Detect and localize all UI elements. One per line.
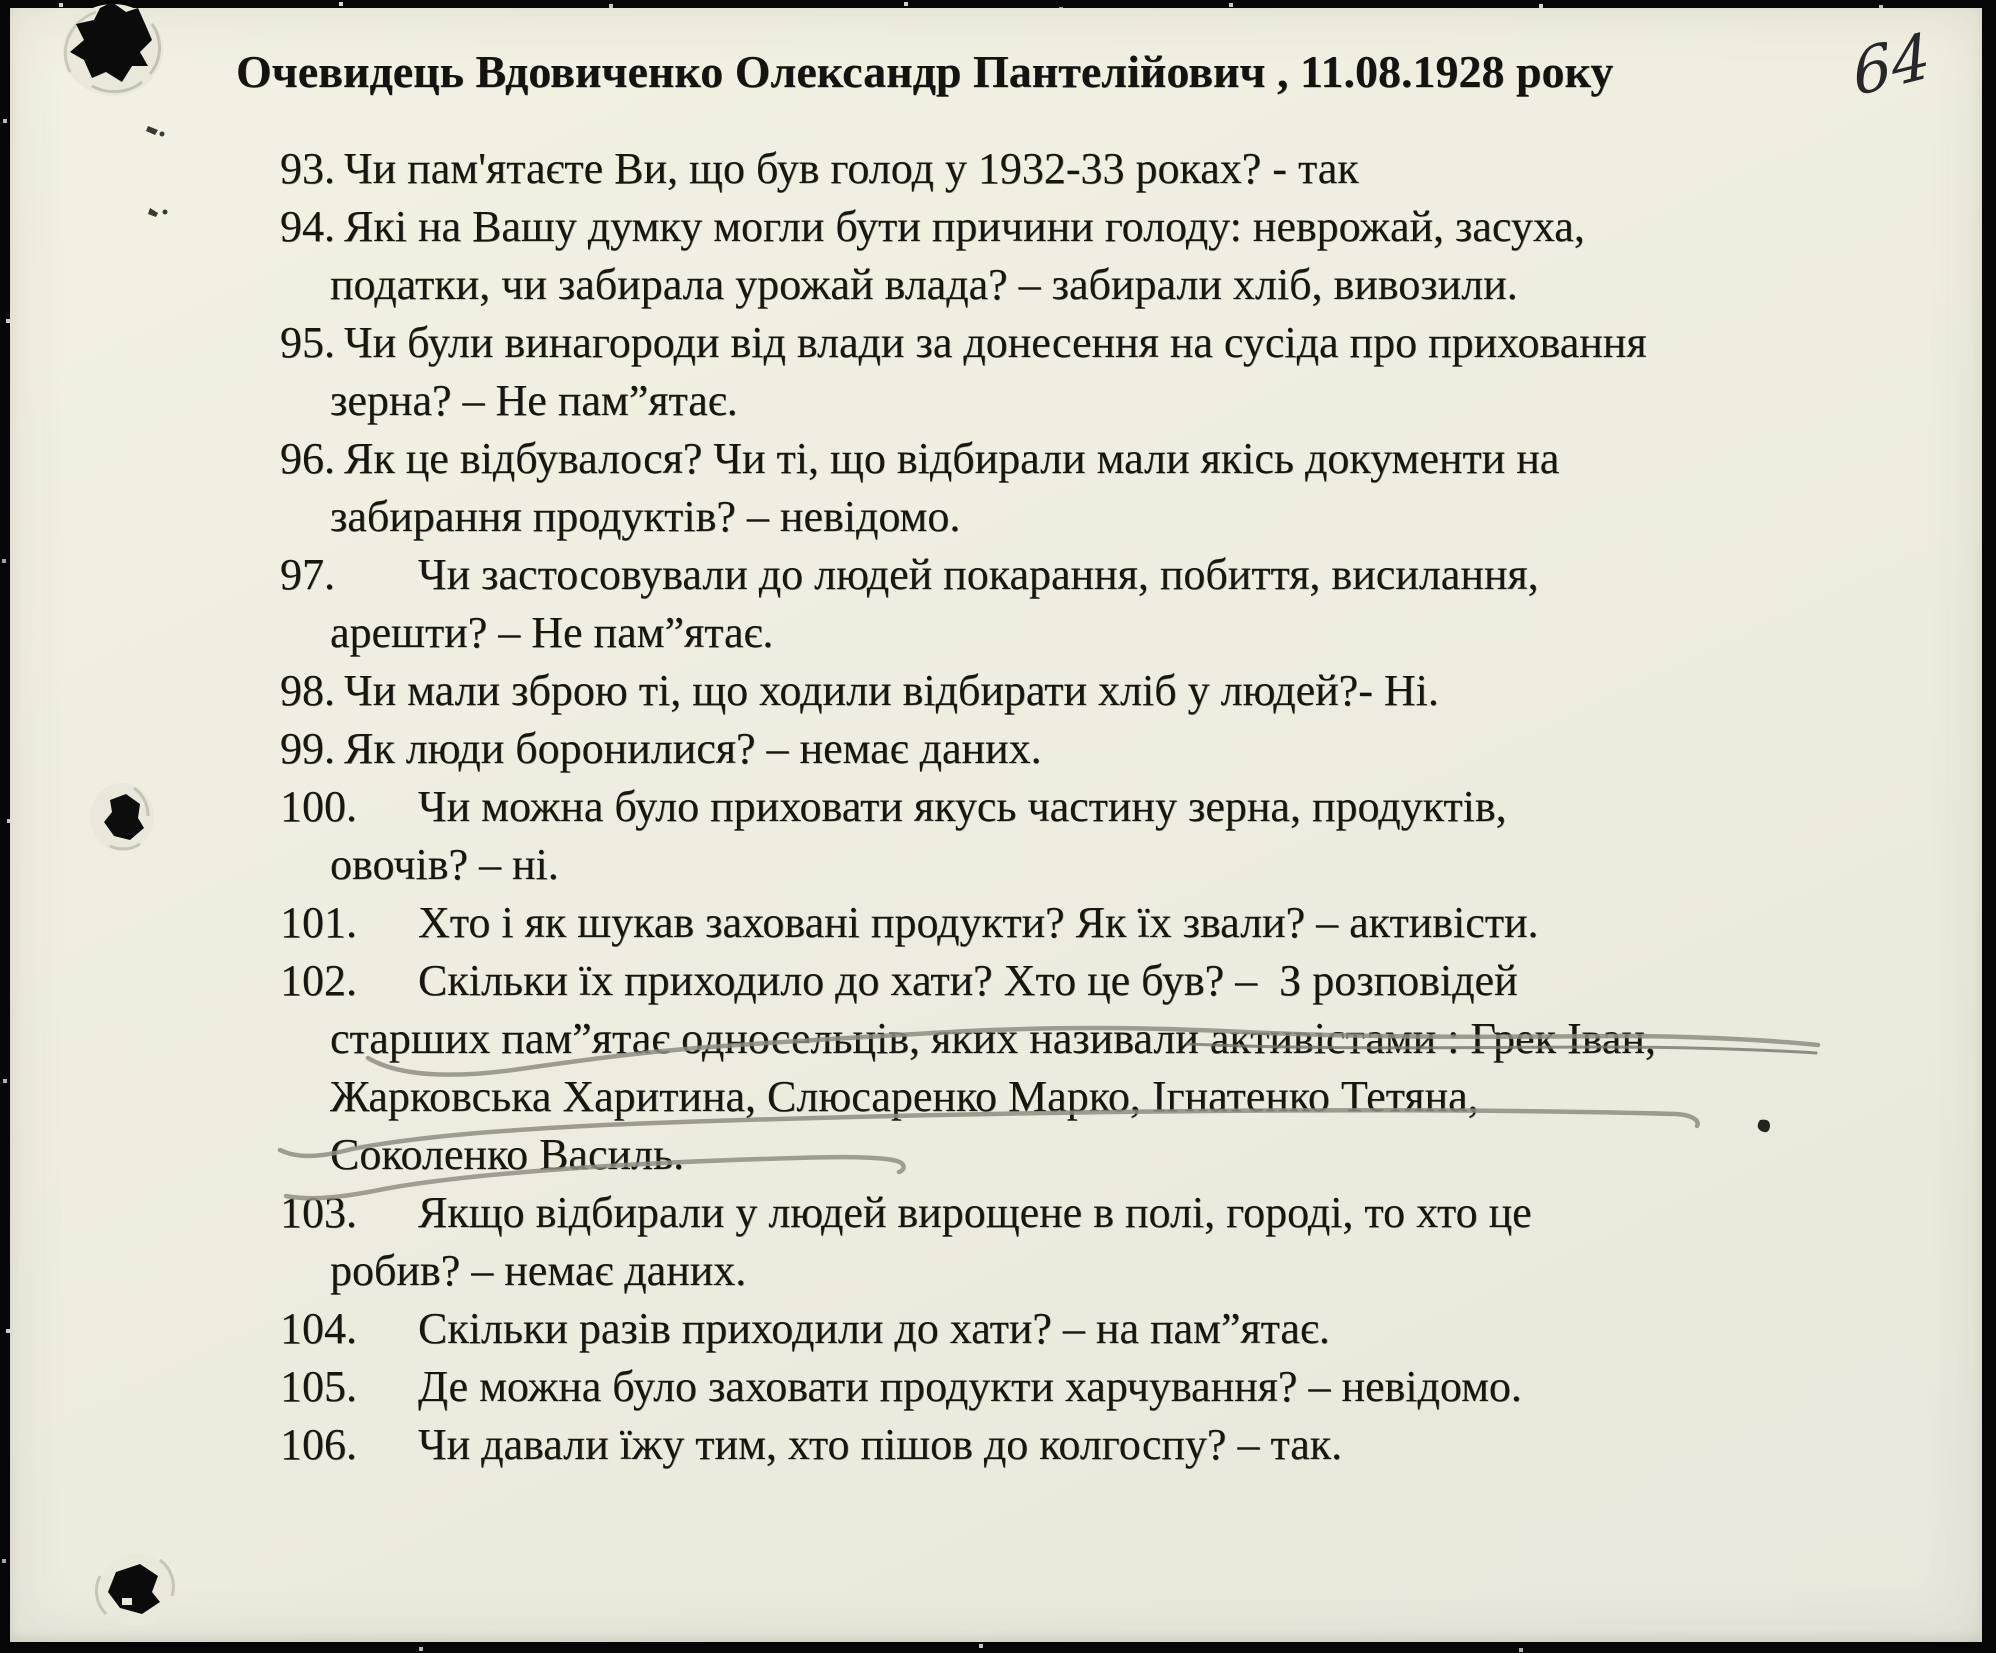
handwritten-page-number: 64 — [1849, 18, 1934, 111]
question-line: забирання продуктів? – невідомо. — [330, 492, 961, 541]
question-line — [280, 952, 1930, 1010]
question-number: 93. — [280, 144, 335, 193]
question-number: 98. — [280, 666, 335, 715]
question-line: старших пам”ятає односельців, яких називали активістами : Грек Іван, — [330, 1014, 1656, 1063]
question-item — [280, 778, 1930, 894]
question-text: Як це відбувалося? Чи ті, що відбирали мали якісь документи на — [344, 434, 1560, 483]
question-item — [280, 1300, 1930, 1358]
question-text: Скільки їх приходило до хати? Хто це був? – З розповідей — [418, 956, 1518, 1005]
question-text: Чи мали зброю ті, що ходили відбирати хліб у людей?- Ні. — [344, 666, 1439, 715]
question-item — [280, 140, 1930, 198]
question-line — [280, 778, 1930, 836]
question-line: овочів? – ні. — [330, 840, 559, 889]
question-line — [280, 198, 1930, 256]
question-line: Жарковська Харитина, Слюсаренко Марко, Ігнатенко Тетяна, — [330, 1072, 1479, 1121]
question-line — [280, 1358, 1930, 1416]
question-number: 94. — [280, 202, 335, 251]
question-number: 106. — [280, 1420, 357, 1469]
question-line — [280, 1184, 1930, 1242]
question-item — [280, 546, 1930, 662]
question-item — [280, 430, 1930, 546]
question-number: 103. — [280, 1188, 357, 1237]
question-text: Де можна було заховати продукти харчування? – невідомо. — [418, 1362, 1522, 1411]
question-text: Якщо відбирали у людей вирощене в полі, городі, то хто це — [418, 1188, 1532, 1237]
question-line — [280, 662, 1930, 720]
question-item — [280, 1358, 1930, 1416]
question-item — [280, 720, 1930, 778]
question-item — [280, 894, 1930, 952]
question-line — [280, 894, 1930, 952]
question-line: арешти? – Не пам”ятає. — [330, 608, 774, 657]
question-text: Які на Вашу думку могли бути причини голоду: неврожай, засуха, — [344, 202, 1585, 251]
question-line — [280, 1300, 1930, 1358]
question-number: 101. — [280, 898, 357, 947]
question-text: Чи були винагороди від влади за донесення на сусіда про приховання — [344, 318, 1647, 367]
question-line — [280, 1416, 1930, 1474]
question-number: 97. — [280, 550, 335, 599]
question-number: 99. — [280, 724, 335, 773]
question-number: 105. — [280, 1362, 357, 1411]
question-item — [280, 314, 1930, 430]
question-line — [280, 140, 1930, 198]
question-list — [280, 140, 1930, 1474]
question-line — [280, 720, 1930, 778]
question-item — [280, 1184, 1930, 1300]
question-line: робив? – немає даних. — [330, 1246, 747, 1295]
question-line — [280, 430, 1930, 488]
question-number: 104. — [280, 1304, 357, 1353]
document-page — [10, 8, 1982, 1642]
question-text: Скільки разів приходили до хати? – на пам”ятає. — [418, 1304, 1330, 1353]
question-number: 102. — [280, 956, 357, 1005]
scanner-noise — [0, 0, 2, 2]
question-item — [280, 952, 1930, 1184]
question-text: Як люди боронилися? – немає даних. — [344, 724, 1042, 773]
question-line — [280, 314, 1930, 372]
page-title: Очевидець Вдовиченко Олександр Пантелійович , 11.08.1928 року — [236, 46, 1614, 97]
question-line — [280, 546, 1930, 604]
question-item — [280, 198, 1930, 314]
question-text: Чи можна було приховати якусь частину зерна, продуктів, — [418, 782, 1507, 831]
question-item — [280, 1416, 1930, 1474]
question-line: Соколенко Василь. — [330, 1130, 685, 1179]
question-number: 100. — [280, 782, 357, 831]
question-number: 95. — [280, 318, 335, 367]
question-text: Чи пам'ятаєте Ви, що був голод у 1932-33 роках? - так — [344, 144, 1359, 193]
question-text: Чи застосовували до людей покарання, побиття, висилання, — [418, 550, 1539, 599]
question-number: 96. — [280, 434, 335, 483]
question-line: податки, чи забирала урожай влада? – забирали хліб, вивозили. — [330, 260, 1518, 309]
question-item — [280, 662, 1930, 720]
question-line: зерна? – Не пам”ятає. — [330, 376, 738, 425]
question-text: Чи давали їжу тим, хто пішов до колгоспу? – так. — [418, 1420, 1343, 1469]
question-text: Хто і як шукав заховані продукти? Як їх звали? – активісти. — [418, 898, 1539, 947]
